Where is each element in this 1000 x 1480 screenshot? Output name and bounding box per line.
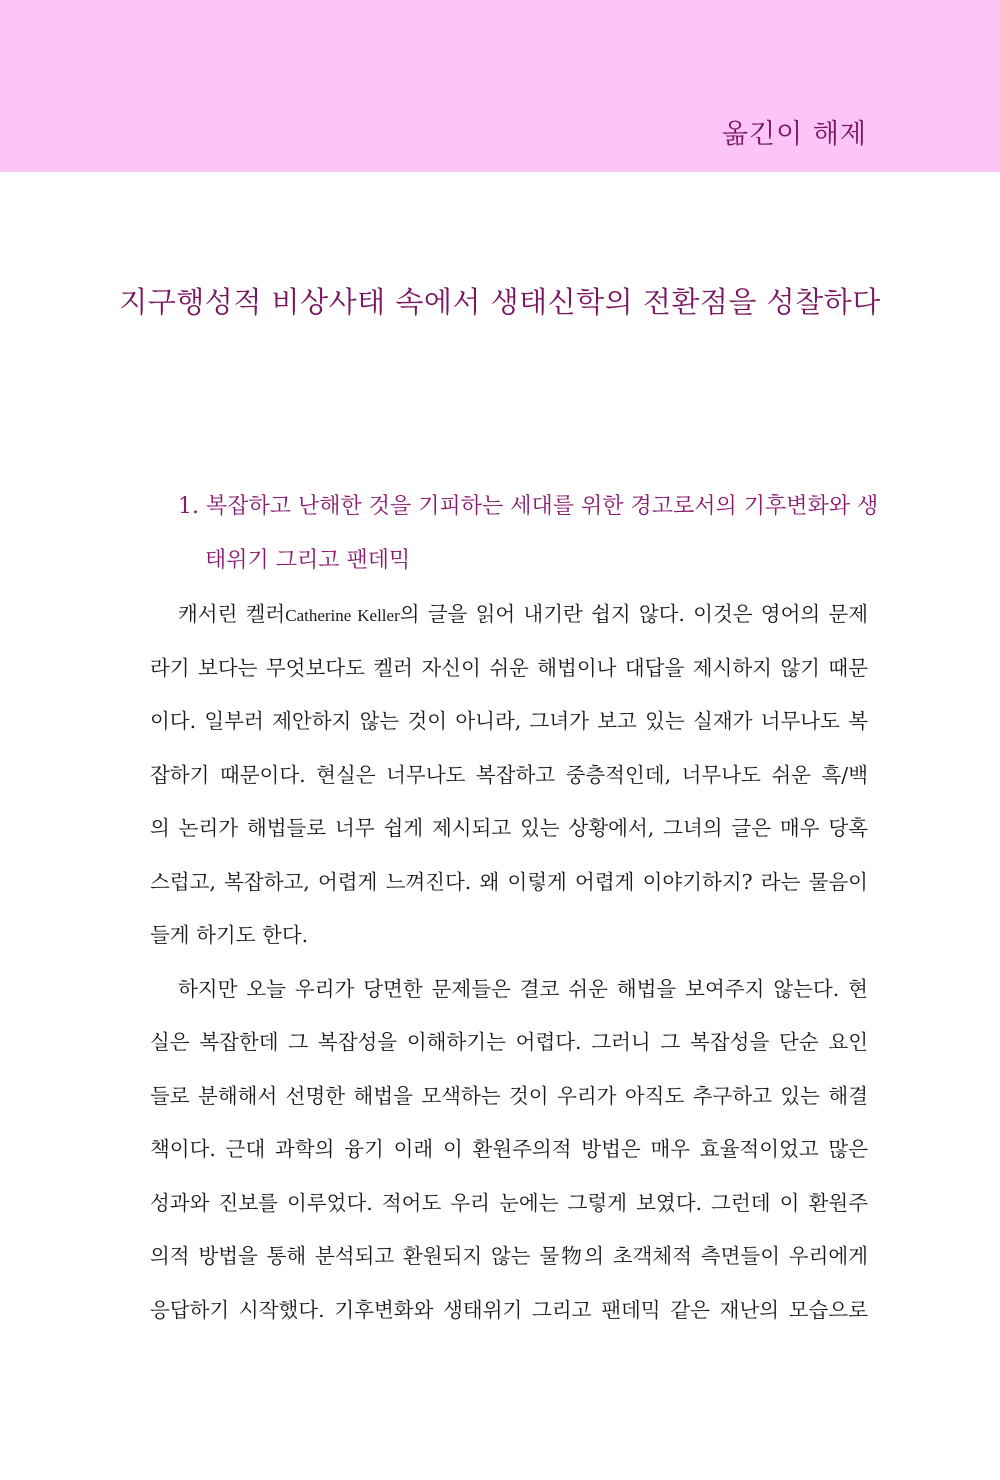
paragraph-line: 하지만 오늘 우리가 당면한 문제들은 결코 쉬운 해법을 보여주지 않는다. 현 [178,976,868,1001]
paragraph-line [150,588,868,642]
paragraph-line: 성과와 진보를 이루었다. 적어도 우리 눈에는 그렇게 보였다. 그런데 이 환원주 [150,1190,868,1215]
section-heading-line-1: 1. 복잡하고 난해한 것을 기피하는 세대를 위한 경고로서의 기후변화와 생 [178,494,879,519]
text-run: 캐서린 켈러 [178,602,286,626]
paragraph-line: 의적 방법을 통해 분석되고 환원되지 않는 물物의 초객체적 측면들이 우리에게 [150,1244,868,1268]
section-heading-line-2: 태위기 그리고 팬데믹 [205,548,411,573]
header-band [0,0,1000,172]
paragraph-line: 들게 하기도 한다. [150,923,309,947]
paragraph-2 [150,963,868,1338]
text-run: 의 글을 읽어 내기란 쉽지 않다. 이것은 영어의 문제 [399,602,869,626]
paragraph-line: 실은 복잡한데 그 복잡성을 이해하기는 어렵다. 그러니 그 복잡성을 단순 요인 [150,1030,868,1054]
paragraph-line: 스럽고, 복잡하고, 어렵게 느껴진다. 왜 이렇게 어렵게 이야기하지? 라는 물음이 [150,869,868,894]
body-text [150,588,868,1337]
paragraph-line: 책이다. 근대 과학의 융기 이래 이 환원주의적 방법은 매우 효율적이었고 많은 [150,1137,868,1161]
page-title: 지구행성적 비상사태 속에서 생태신학의 전환점을 성찰하다 [119,285,881,319]
running-head: 옮긴이 해제 [722,119,867,150]
paragraph-1 [150,588,868,963]
paragraph-line: 라기 보다는 무엇보다도 켈러 자신이 쉬운 해법이나 대답을 제시하지 않기 때문 [150,655,868,680]
paragraph-line: 들로 분해해서 선명한 해법을 모색하는 것이 우리가 아직도 추구하고 있는 해결 [150,1083,868,1108]
paragraph-line: 이다. 일부러 제안하지 않는 것이 아니라, 그녀가 보고 있는 실재가 너무나도 복 [150,709,868,733]
paragraph-line: 잡하기 때문이다. 현실은 너무나도 복잡하고 중층적인데, 너무나도 쉬운 흑/백 [150,762,868,787]
original-name-run: Catherine Keller [285,606,400,625]
paragraph-line: 의 논리가 해법들로 너무 쉽게 제시되고 있는 상황에서, 그녀의 글은 매우 당혹 [150,816,868,840]
section-heading [178,480,878,588]
paragraph-line: 응답하기 시작했다. 기후변화와 생태위기 그리고 팬데믹 같은 재난의 모습으로 [150,1297,868,1322]
